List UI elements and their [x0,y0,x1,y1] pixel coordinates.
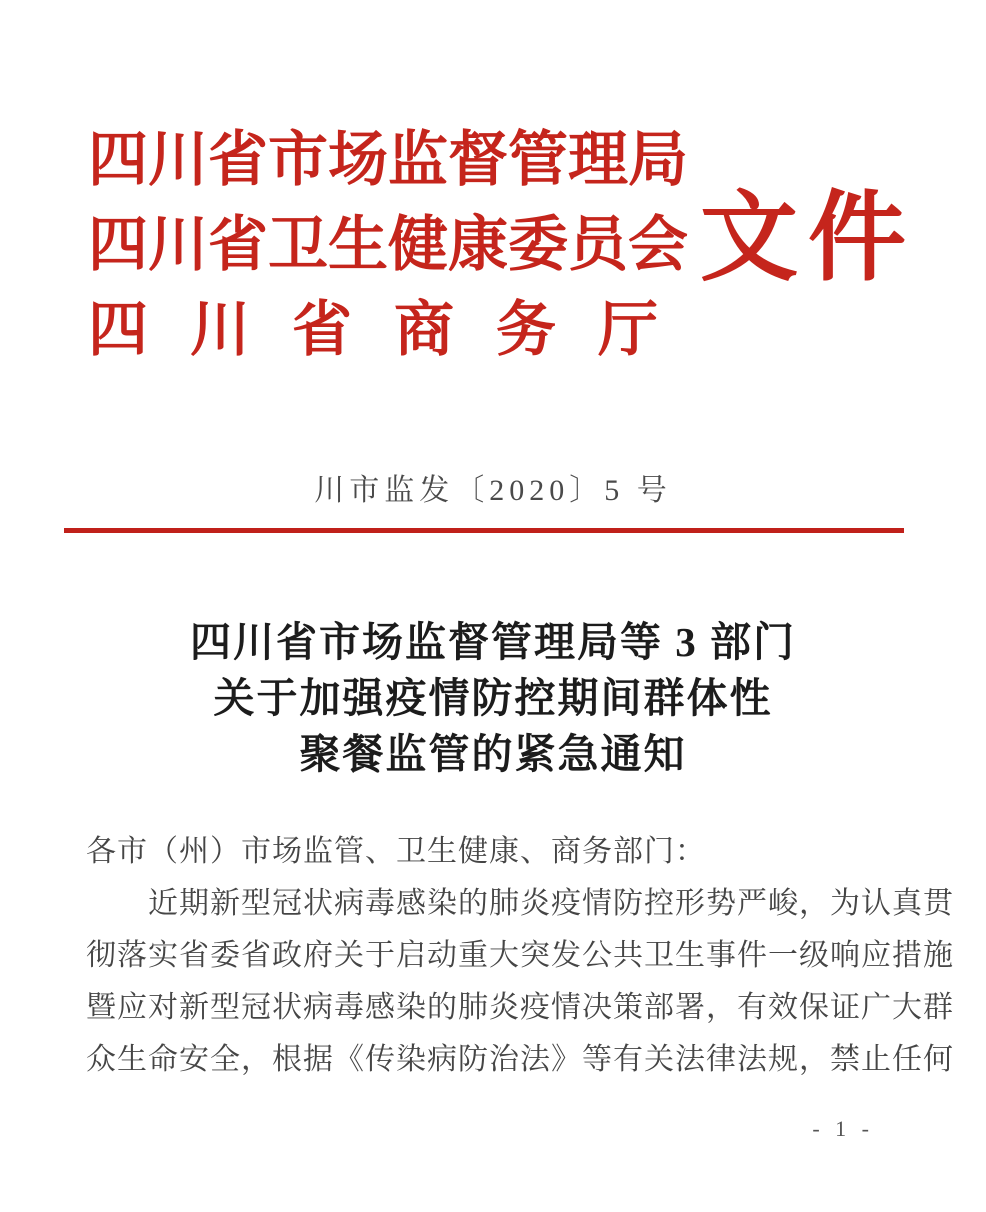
agency-name-health-commission: 四川省卫生健康委员会 [88,212,688,278]
page-number: - 1 - [812,1116,874,1141]
agency-name-market-regulation: 四川省市场监督管理局 [88,127,688,193]
title-line-1: 四川省市场监督管理局等 3 部门 [190,619,796,665]
agency-names [88,118,700,373]
salutation: 各市（州）市场监管、卫生健康、商务部门： [86,835,706,868]
title-line-2: 关于加强疫情防控期间群体性 [213,675,773,721]
title-line-3: 聚餐监管的紧急通知 [299,731,687,777]
red-divider-line [64,528,904,533]
body-paragraph-line: 暨应对新型冠状病毒感染的肺炎疫情决策部署，有效保证广大群 [86,991,954,1024]
document-title [0,614,986,782]
body-paragraph-line: 彻落实省委省政府关于启动重大突发公共卫生事件一级响应措施 [86,939,954,972]
body-paragraph-line: 众生命安全，根据《传染病防治法》等有关法律法规，禁止任何 [86,1043,954,1076]
document-number: 川市监发〔2020〕5 号 [314,474,672,507]
document-body [86,826,954,1086]
agency-name-commerce-department: 四川省商务厅 [88,297,700,363]
body-paragraph-line: 近期新型冠状病毒感染的肺炎疫情防控形势严峻，为认真贯 [148,887,954,920]
doc-type-label: 文件 [700,185,917,293]
